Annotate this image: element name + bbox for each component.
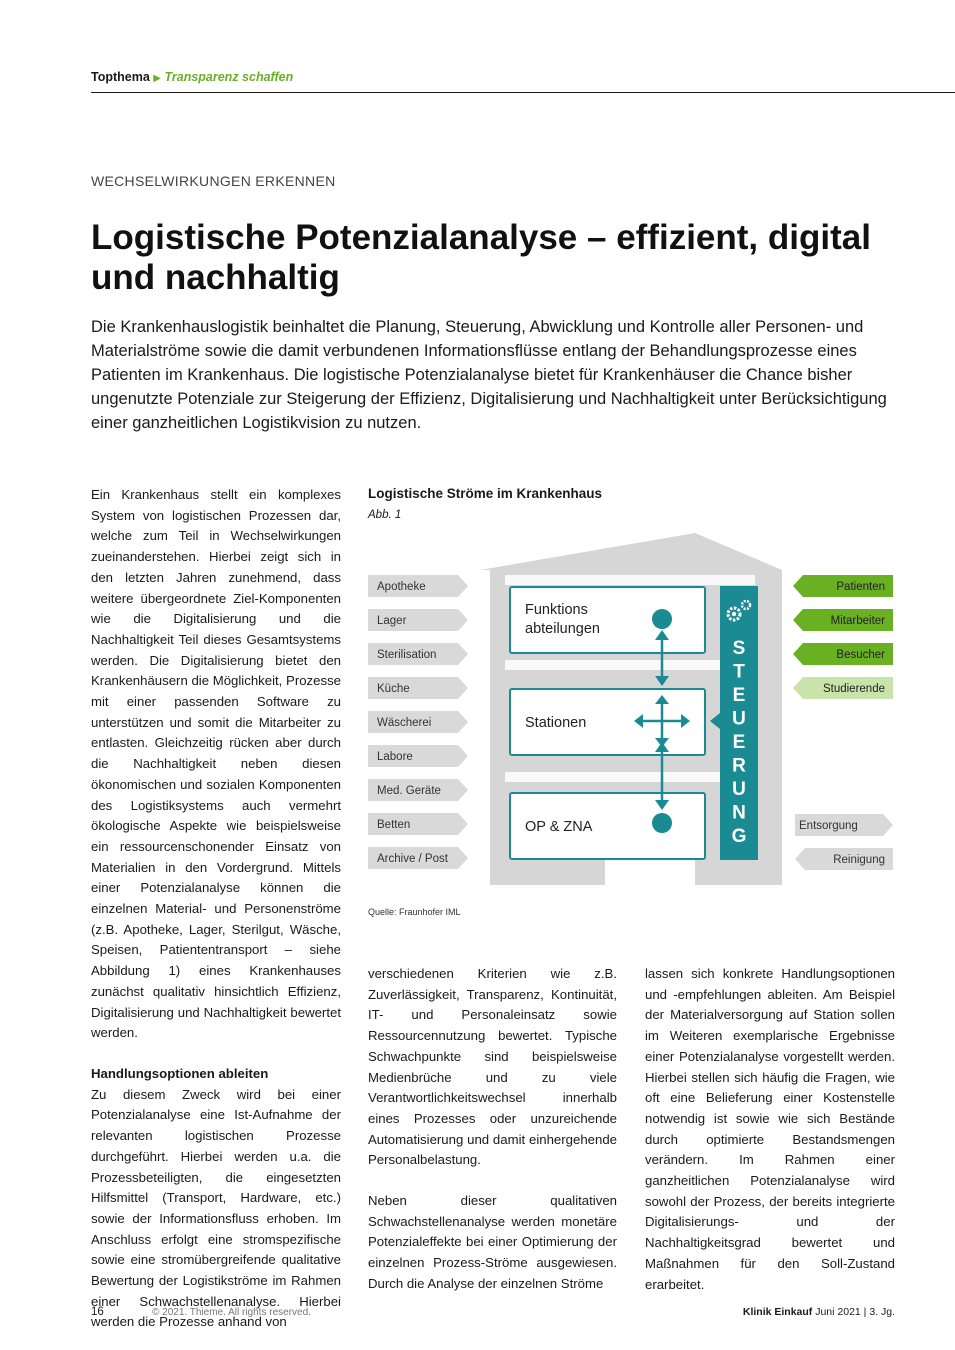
steuerung-letter: N xyxy=(732,802,746,824)
flow-arrow-in xyxy=(368,677,468,699)
subheading: Handlungsoptionen ableiten xyxy=(91,1065,269,1081)
flow-label: Mitarbeiter xyxy=(830,615,885,627)
area-label: Stationen xyxy=(525,715,587,731)
flow-arrow-in xyxy=(368,643,468,665)
body-column-1 xyxy=(91,485,341,1333)
flow-label: Labore xyxy=(377,751,413,763)
area-label-line1: Funktions xyxy=(525,602,588,618)
body-paragraph: Zu diesem Zweck wird bei einer Potenzialanalyse eine Ist-Aufnahme der relevanten logistischen Prozesse durchgeführt. Hierbei werden u.a. die Prozessbeteiligten, die eingesetzten Hilfsmittel (Transport, Hardware, etc.) sowie der Informationsfluss erhoben. Im Anschluss erfolgt eine stromspezifische sowie eine stromübergreifende qualitative Bewertung der Logistikströme im Rahmen einer Schwachstellenanalyse. Hierbei werden die Prozesse anhand von xyxy=(91,1086,341,1330)
node-dot xyxy=(652,813,672,833)
body-paragraph: verschiedenen Kriterien wie z.B. Zuverlässigkeit, Transparenz, Kontinuität, IT- und Personaleinsatz sowie Ressourcennutzung bewertet. Typische Schwachpunkte sind beispielsweise Medienbrüche und zu viele Verantwortlichkeitswechsel innerhalb eines Prozesses oder unzureichende Automatisierung und damit einhergehende Personalbelastung. xyxy=(368,966,617,1168)
issue-info: Juni 2021 | 3. Jg. xyxy=(815,1306,895,1318)
figure-label: Abb. 1 xyxy=(368,509,402,521)
flow-arrow-person xyxy=(793,609,893,631)
flow-label: Reinigung xyxy=(833,854,885,866)
steuerung-letter: E xyxy=(732,685,746,706)
flow-arrow-in xyxy=(368,575,468,597)
kicker: WECHSELWIRKUNGEN ERKENNEN xyxy=(91,173,336,189)
copyright: © 2021. Thieme. All rights reserved. xyxy=(152,1307,311,1318)
flow-label: Wäscherei xyxy=(377,717,432,729)
page-number: 16 xyxy=(91,1306,104,1318)
area-label: OP & ZNA xyxy=(525,819,593,835)
flow-label: Med. Geräte xyxy=(377,785,441,797)
figure-title: Logistische Ströme im Krankenhaus xyxy=(368,486,603,501)
node-dot xyxy=(652,609,672,629)
flow-arrow-in xyxy=(368,813,468,835)
hospital-area-box xyxy=(510,587,705,653)
article-title: Logistische Potenzialanalyse – effizient, digital und nachhaltig xyxy=(91,218,871,297)
flow-label: Betten xyxy=(377,819,411,831)
flow-arrow-out xyxy=(795,848,893,870)
steuerung-letter: U xyxy=(732,779,746,800)
flow-label: Apotheke xyxy=(377,581,426,593)
hospital-area-box xyxy=(510,793,705,859)
flow-arrow-in xyxy=(368,711,468,733)
header-rule xyxy=(91,92,955,93)
figure-source: Quelle: Fraunhofer IML xyxy=(368,907,461,917)
body-paragraph: lassen sich konkrete Handlungsoptionen und -empfehlungen ableiten. Am Beispiel der Materialversorgung auf Station sollen im Weiteren exemplarische Ergebnisse einer Potenzialanalyse vorgestellt werden. Hierbei stellen sich häufig die Fragen, wie oft eine Belieferung einer Kostenstelle notwendig ist sowie wie sich Bestände durch optimierte Bestandsmengen verändern. Im Rahmen einer ganzheitlichen Potenzialanalyse wird sowohl der Prozess, der bereits integrierte Digitalisierungs- und der Nachhaltigkeitsgrad bewertet und Maßnahmen für den Soll-Zustand erarbeitet. xyxy=(645,966,895,1292)
flow-arrow-person xyxy=(793,677,893,699)
steuerung-letter: E xyxy=(732,732,746,753)
flow-arrow-person xyxy=(793,643,893,665)
flow-arrow-in xyxy=(368,847,468,869)
flow-label: Küche xyxy=(377,683,410,695)
steuerung-letter: G xyxy=(731,826,747,847)
steuerung-letter: R xyxy=(732,755,746,777)
body-column-2 xyxy=(368,964,617,1295)
flow-label: Besucher xyxy=(836,649,885,661)
body-paragraph: Neben dieser qualitativen Schwachstellenanalyse werden monetäre Potenzialeffekte bei einer Optimierung der einzelnen Prozess-Ströme ausgewiesen. Durch die Analyse der einzelnen Ströme xyxy=(368,1193,617,1291)
steuerung-letter: S xyxy=(732,638,746,659)
triangle-icon: ▶ xyxy=(153,73,161,84)
flow-arrow-in xyxy=(368,779,468,801)
steuerung-letter: T xyxy=(733,661,745,683)
flow-label: Sterilisation xyxy=(377,649,437,661)
area-label-line2: abteilungen xyxy=(525,621,600,637)
flow-label: Studierende xyxy=(822,683,885,695)
flow-label: Entsorgung xyxy=(799,820,858,832)
flow-label: Lager xyxy=(377,615,407,627)
journal-info xyxy=(700,1306,895,1318)
body-paragraph: Ein Krankenhaus stellt ein komplexes System von logistischen Prozessen dar, welche zum Teil in Wechselwirkungen zueinanderstehen. Hierbei zeigt sich in den letzten Jahren zunehmend, dass weitere übergeordnete Ziel-Komponenten wie die Digitalisierung und die Nachhaltigkeit Teil dieses Gesamtsystems werden. Die Digitalisierung bietet den Krankenhäusern die Möglichkeit, Prozesse mit einer passenden Software zu unterstützen und somit die Mitarbeiter zu entlasten. Gleichzeitig rücken aber durch die Nachhaltigkeit neben diesen ökonomischen und sozialen Komponenten des Logistiksystems auch vermehrt ökologische Aspekte wie beispielsweise ein ressourcenschonender Einsatz von Materialien in den Vordergrund. Mittels einer Potenzialanalyse können die einzelnen Material- und Personenströme (z.B. Apotheke, Lager, Sterilgut, Wäsche, Speisen, Patiententransport – siehe Abbildung 1) eines Krankenhauses zunächst qualitativ hinsichtlich Effizienz, Digitalisierung und Nachhaltigkeit bewertet werden. xyxy=(91,487,341,1041)
logistics-flow-diagram xyxy=(365,530,905,890)
body-column-3 xyxy=(645,964,895,1295)
flow-arrow-person xyxy=(793,575,893,597)
flow-arrow-out xyxy=(795,814,893,836)
journal-name: Klinik Einkauf xyxy=(742,1306,813,1318)
running-header xyxy=(91,70,293,84)
flow-label: Patienten xyxy=(836,581,885,593)
flow-arrow-in xyxy=(368,609,468,631)
flow-label: Archive / Post xyxy=(377,853,448,865)
steuerung-letter: U xyxy=(732,708,746,730)
flow-arrow-in xyxy=(368,745,468,767)
lead-paragraph: Die Krankenhauslogistik beinhaltet die Planung, Steuerung, Abwicklung und Kontrolle aller Personen- und Materialströme sowie die damit verbundenen Informationsflüsse entlang der Behandlungsprozesse eines Patienten im Krankenhaus. Die logistische Potenzialanalyse bietet für Krankenhäuser die Chance bisher ungenutzte Potenziale zur Steigerung der Effizienz, Digitalisierung und Nachhaltigkeit unter Berücksichtigung einer ganzheitlichen Logistikvision zu nutzen. xyxy=(91,318,887,432)
header-topic: Topthema xyxy=(91,70,150,84)
header-section: Transparenz schaffen xyxy=(164,70,294,84)
